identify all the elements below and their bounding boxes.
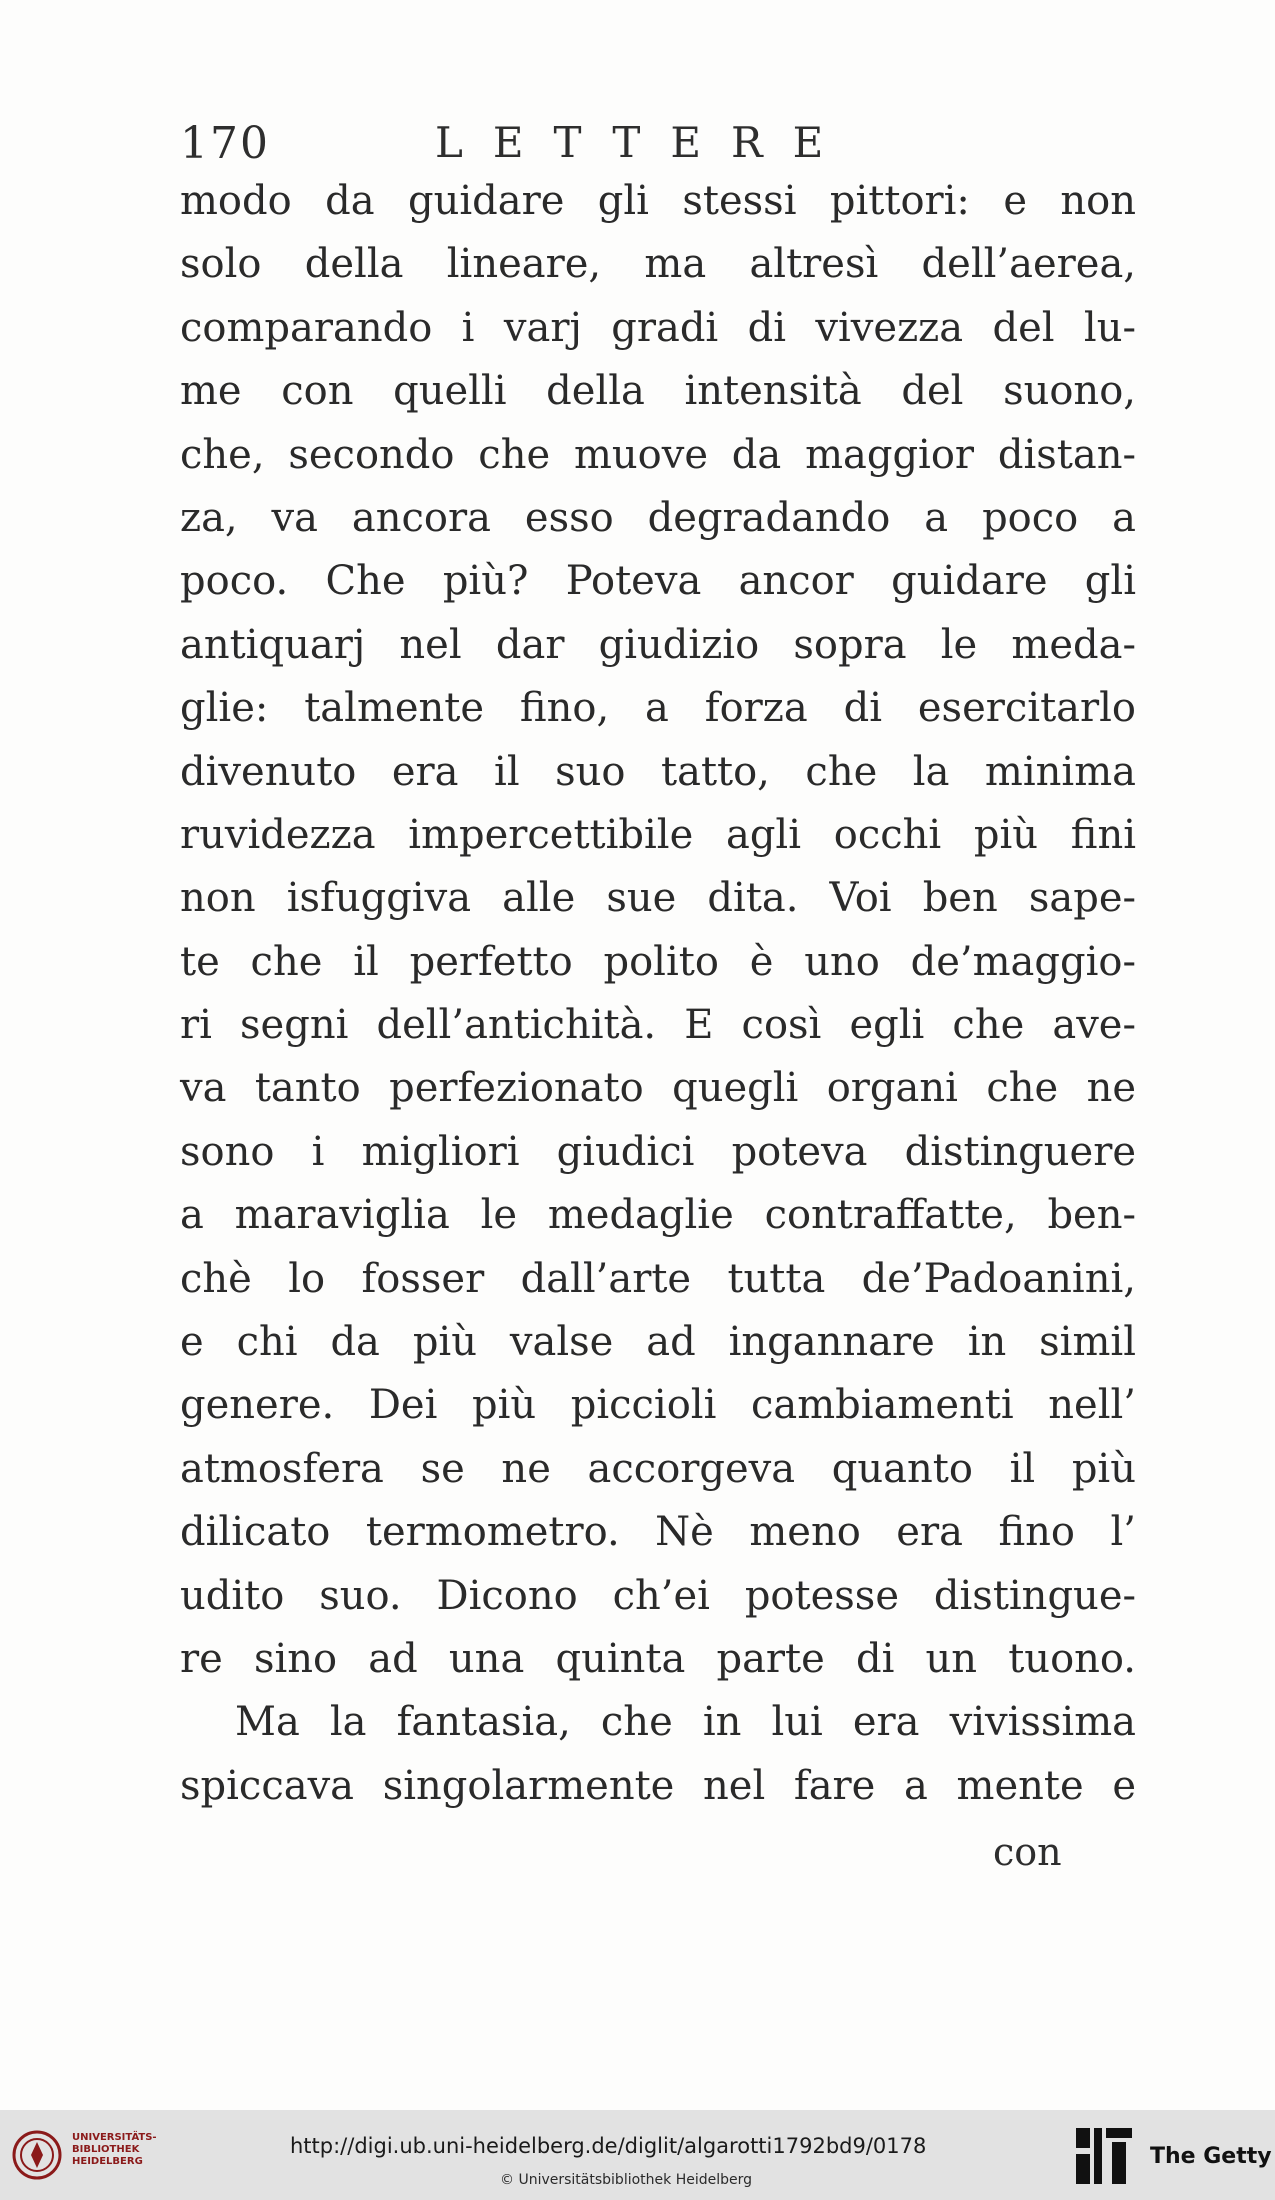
body-text <box>180 170 1136 1818</box>
viewer-footer <box>0 2110 1275 2200</box>
text-line: dilicato termometro. Nè meno era fino l’ <box>180 1509 1136 1556</box>
text-line: chè lo fosser dall’arte tutta de’Padoanini, <box>180 1255 1136 1302</box>
text-line: ruvidezza impercettibile agli occhi più fini <box>180 811 1136 858</box>
copyright-notice: © Universitätsbibliothek Heidelberg <box>500 2172 753 2188</box>
text-line-paragraph-start: Ma la fantasia, che in lui era vivissima <box>235 1699 1136 1746</box>
text-line: a maraviglia le medaglie contraffatte, ben- <box>180 1192 1136 1239</box>
text-line: udito suo. Dicono ch’ei potesse distingue- <box>180 1572 1136 1619</box>
library-name-line: UNIVERSITÄTS- <box>72 2132 157 2143</box>
text-line: poco. Che più? Poteva ancor guidare gli <box>180 558 1136 605</box>
getty-logo-icon <box>1072 2124 1136 2188</box>
library-name-line: BIBLIOTHEK <box>72 2144 140 2155</box>
text-line: genere. Dei più piccioli cambiamenti nell’ <box>180 1382 1136 1429</box>
permalink-url[interactable]: http://digi.ub.uni-heidelberg.de/diglit/algarotti1792bd9/0178 <box>290 2134 927 2158</box>
text-line: za, va ancora esso degradando a poco a <box>180 494 1136 541</box>
text-line: che, secondo che muove da maggior distan- <box>180 431 1136 478</box>
text-line: glie: talmente fino, a forza di esercitarlo <box>180 685 1136 732</box>
catchword: con <box>993 1830 1062 1874</box>
text-line: antiquarj nel dar giudizio sopra le meda- <box>180 621 1136 668</box>
text-line: atmosfera se ne accorgeva quanto il più <box>180 1445 1136 1492</box>
text-line: e chi da più valse ad ingannare in simil <box>180 1319 1136 1366</box>
running-head: LETTERE <box>435 118 854 167</box>
text-line: ri segni dell’antichità. E così egli che ave- <box>180 1002 1136 1049</box>
page-number: 170 <box>180 118 270 169</box>
text-line: modo da guidare gli stessi pittori: e non <box>180 178 1136 224</box>
text-line: re sino ad una quinta parte di un tuono. <box>180 1635 1136 1682</box>
text-line: te che il perfetto polito è uno de’maggio- <box>180 938 1136 985</box>
partner-name: The Getty <box>1150 2144 1272 2169</box>
text-line: divenuto era il suo tatto, che la minima <box>180 748 1136 795</box>
text-line: va tanto perfezionato quegli organi che ne <box>180 1065 1136 1112</box>
text-line: me con quelli della intensità del suono, <box>180 368 1136 415</box>
text-line: comparando i varj gradi di vivezza del lu- <box>180 304 1136 351</box>
text-line: sono i migliori giudici poteva distinguere <box>180 1128 1136 1175</box>
text-line: solo della lineare, ma altresì dell’aerea, <box>180 241 1136 288</box>
library-name <box>72 2132 157 2168</box>
university-seal-icon <box>12 2128 62 2182</box>
text-line: non isfuggiva alle sue dita. Voi ben sape- <box>180 875 1136 922</box>
library-name-line: HEIDELBERG <box>72 2156 143 2167</box>
text-line: spiccava singolarmente nel fare a mente e <box>180 1762 1136 1809</box>
